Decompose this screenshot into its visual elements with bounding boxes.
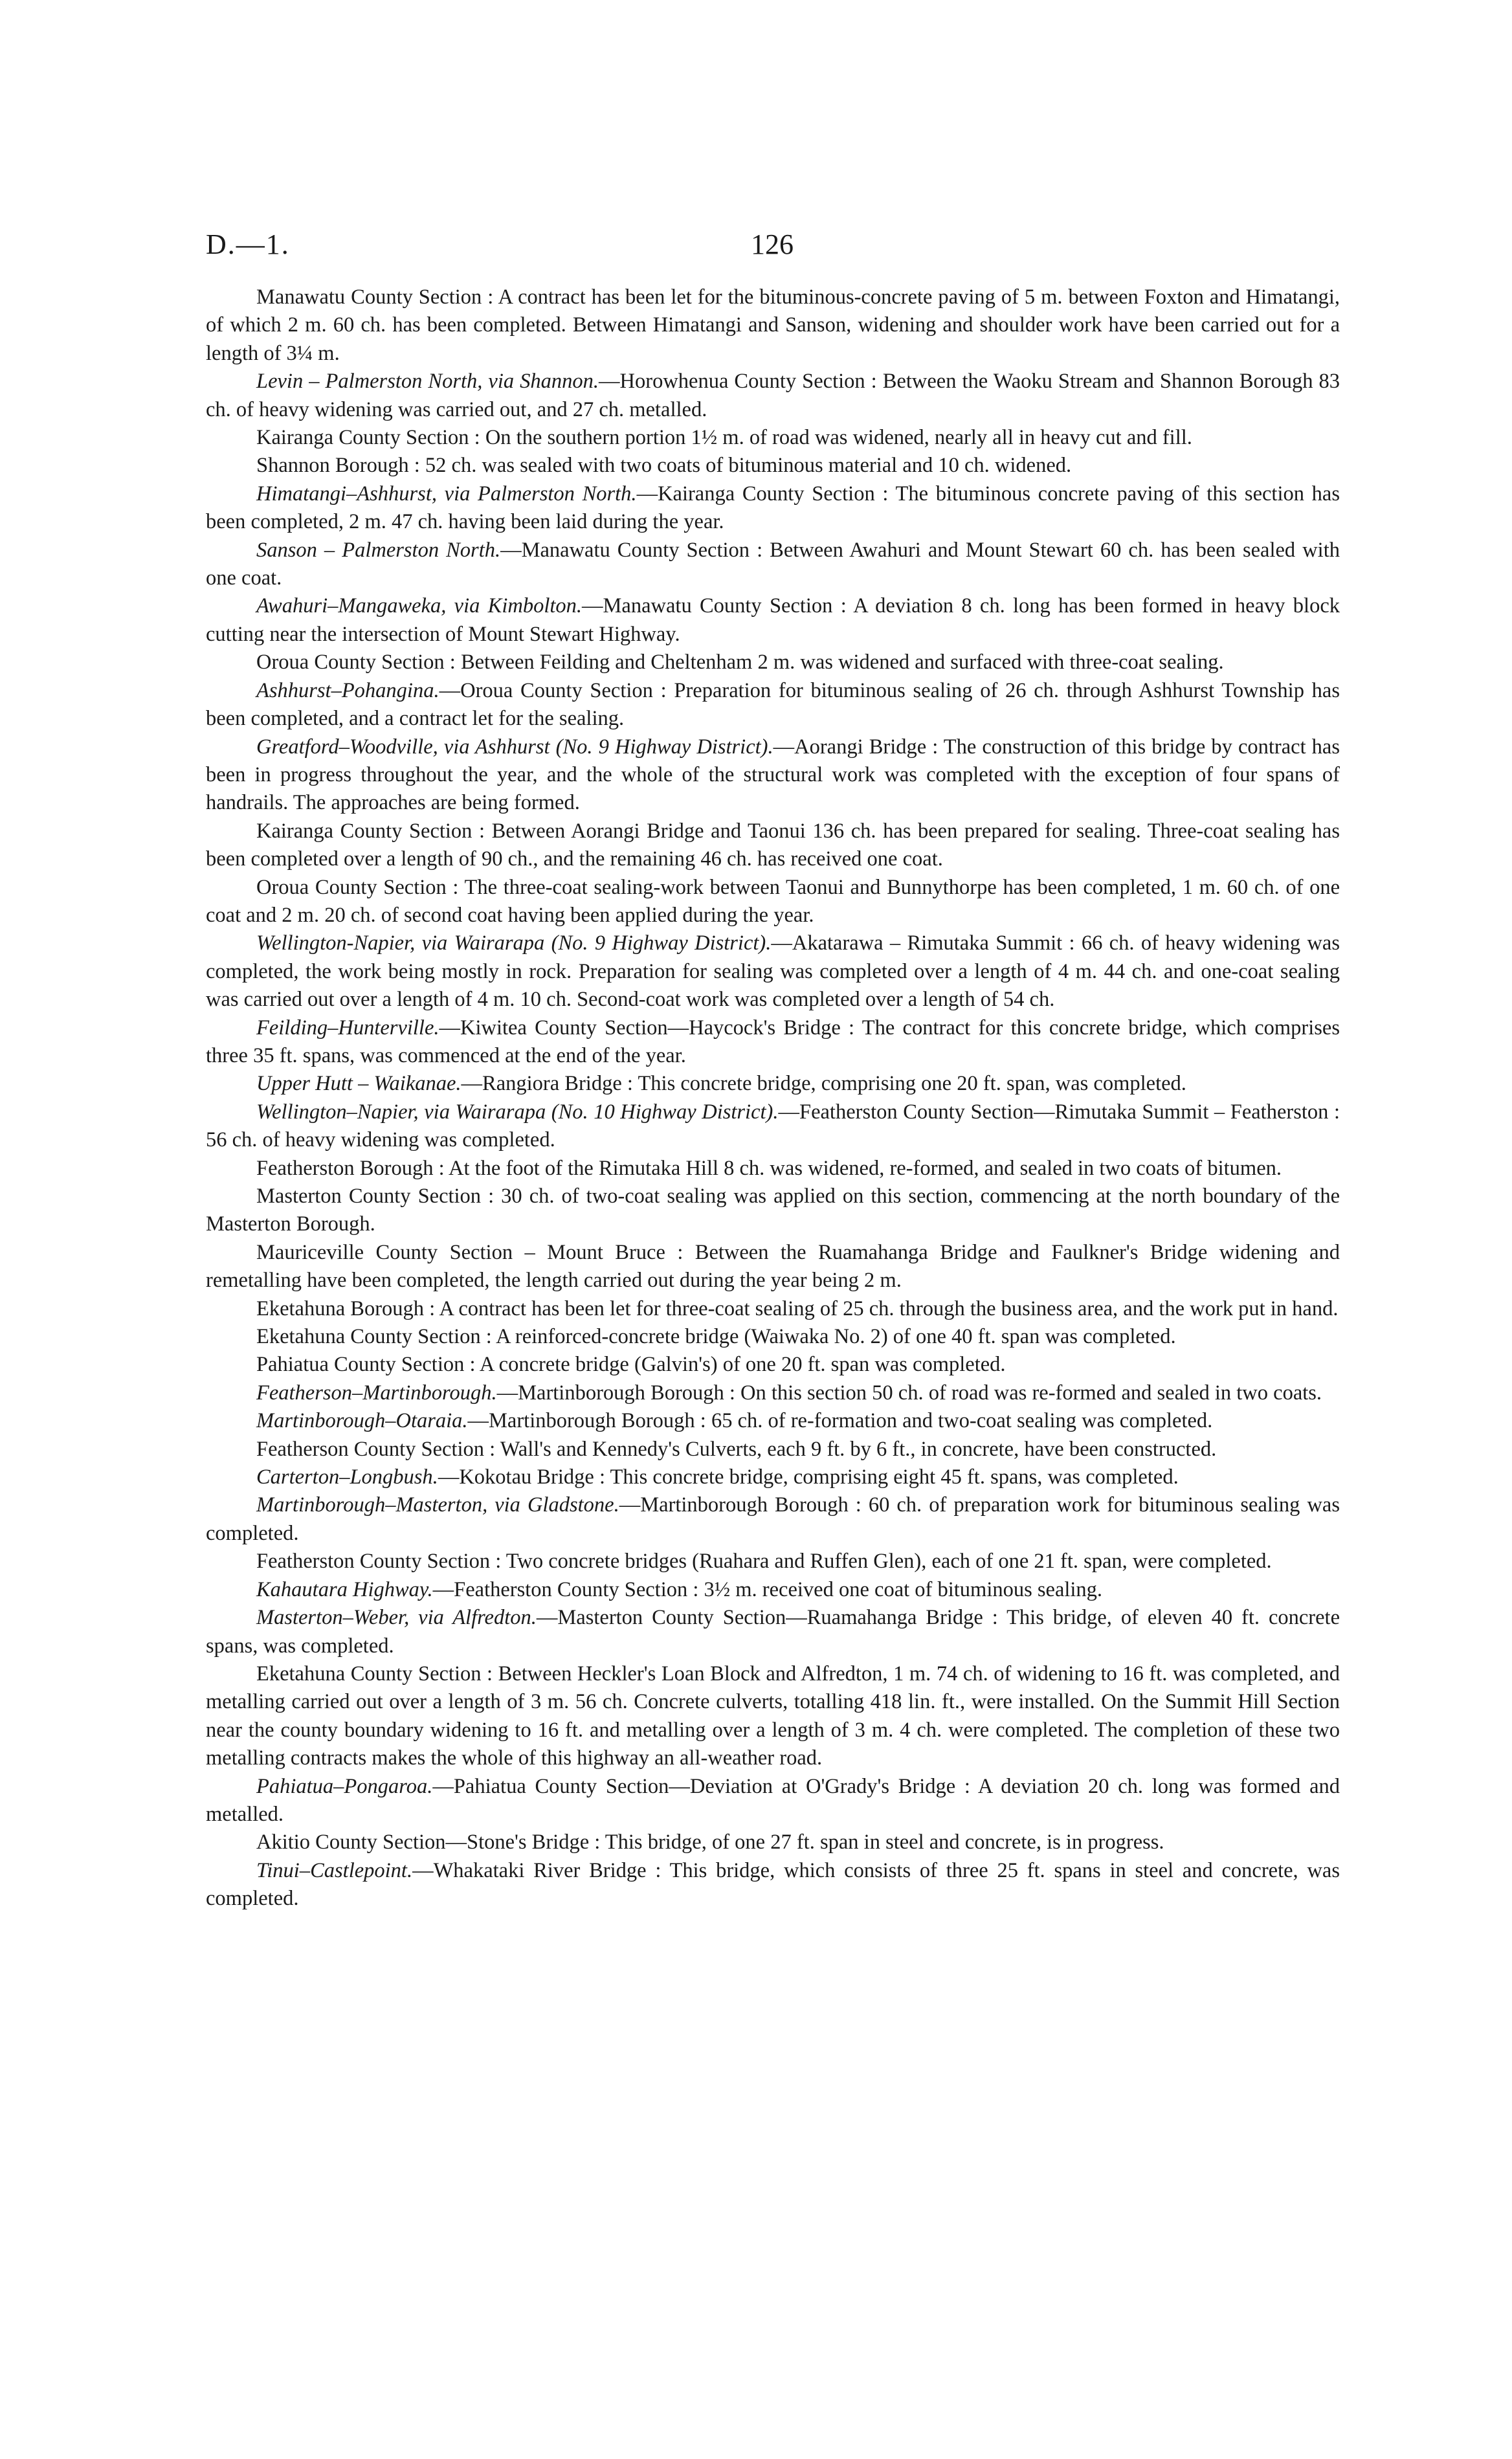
paragraph-text: —Featherston County Section : 3½ m. received one coat of bituminous sealing. [432,1577,1103,1601]
road-title: Awahuri–Mangaweka, via Kimbolton. [256,594,583,618]
road-title: Featherson–Martinborough. [256,1381,497,1405]
paragraph [206,1660,1340,1773]
road-title: Wellington-Napier, via Wairarapa (No. 9 Highway District). [256,931,772,955]
paragraph-text: Kairanga County Section : On the southern portion 1½ m. of road was widened, nearly all in heavy cut and fill. [256,426,1192,450]
road-title: Greatford–Woodville, via Ashhurst (No. 9 Highway District). [256,735,773,759]
road-title: Upper Hutt – Waikanae. [256,1072,461,1096]
paragraph-text: —Manawatu County Section : A deviation 8 ch. long has been formed in heavy block cutting near the intersection of Mount Stewart Highway. [206,594,1340,646]
paragraph-text: —Pahiatua County Section—Deviation at O'Grady's Bridge : A deviation 20 ch. long was formed and metalled. [206,1774,1340,1826]
road-title: Levin – Palmerston North, via Shannon. [256,370,599,394]
paragraph [206,1155,1340,1183]
paragraph-text: Akitio County Section—Stone's Bridge : This bridge, of one 27 ft. span in steel and concrete, is in progress. [256,1830,1164,1854]
paragraph-text: —Featherston County Section—Rimutaka Summit – Featherston : 56 ch. of heavy widening was completed. [206,1100,1340,1152]
paragraph-text: Eketahuna Borough : A contract has been let for three-coat sealing of 25 ch. through the business area, and the work put in hand. [256,1296,1339,1320]
paragraph [206,1295,1340,1323]
paragraph [206,818,1340,874]
road-title: Feilding–Hunterville. [256,1016,439,1040]
paragraph [206,1857,1340,1913]
paragraph-text: —Kairanga County Section : The bituminous concrete paving of this section has been completed, 2 m. 47 ch. having been laid during the year. [206,482,1340,534]
road-title: Sanson – Palmerston North. [256,538,501,562]
paragraph-text: —Masterton County Section—Ruamahanga Bridge : This bridge, of eleven 40 ft. concrete spans, was completed. [206,1606,1340,1658]
paragraph-text: Kairanga County Section : Between Aorangi Bridge and Taonui 136 ch. has been prepared for sealing. Three-coat sealing has been completed over a length of 90 ch., and the remaining 46 ch. has received one coat. [206,819,1340,871]
paragraph-text: Manawatu County Section : A contract has been let for the bituminous-concrete paving of 5 m. between Foxton and Himatangi, of which 2 m. 60 ch. has been completed. Between Himatangi and Sanson, widening and shoulder work have been carried out for a length of 3¼ m. [206,285,1340,365]
paragraph [206,1576,1340,1604]
paragraph-text: Pahiatua County Section : A concrete bridge (Galvin's) of one 20 ft. span was completed. [256,1353,1006,1377]
paragraph-text: Featherson County Section : Wall's and Kennedy's Culverts, each 9 ft. by 6 ft., in concrete, have been constructed. [256,1437,1217,1461]
paragraph-text: —Oroua County Section : Preparation for bituminous sealing of 26 ch. through Ashhurst Township has been completed, and a contract let for the sealing. [206,678,1340,731]
paragraph-text: Featherston County Section : Two concrete bridges (Ruahara and Ruffen Glen), each of one 21 ft. span, were completed. [256,1550,1272,1574]
paragraph [206,480,1340,537]
paragraph-text: Featherston Borough : At the foot of the Rimutaka Hill 8 ch. was widened, re-formed, and sealed in two coats of bitumen. [256,1156,1282,1180]
paragraph [206,1379,1340,1407]
road-title: Carterton–Longbush. [256,1465,438,1489]
paragraph [206,929,1340,1014]
paragraph-text: —Kiwitea County Section—Haycock's Bridge : The contract for this concrete bridge, which comprises three 35 ft. spans, was commenced at the end of the year. [206,1016,1340,1067]
paragraph [206,1829,1340,1856]
road-title: Tinui–Castlepoint. [256,1858,413,1882]
paragraph-text: —Martinborough Borough : 65 ch. of re-formation and two-coat sealing was completed. [467,1409,1213,1433]
paragraph [206,1548,1340,1575]
road-title: Martinborough–Otaraia. [256,1409,468,1433]
paragraph-text: Oroua County Section : Between Feilding and Cheltenham 2 m. was widened and surfaced with three-coat sealing. [256,651,1224,674]
paragraph [206,284,1340,368]
paragraph-text: Oroua County Section : The three-coat sealing-work between Taonui and Bunnythorpe has been completed, 1 m. 60 ch. of one coat and 2 m. 20 ch. of second coat having been applied during the year. [206,875,1340,927]
paragraph [206,1098,1340,1155]
road-title: Himatangi–Ashhurst, via Palmerston North. [256,482,637,506]
paragraph-text: —Manawatu County Section : Between Awahuri and Mount Stewart 60 ch. has been sealed with one coat. [206,538,1340,590]
paragraph-text: —Whakataki River Bridge : This bridge, which consists of three 25 ft. spans in steel and concrete, was completed. [206,1858,1340,1911]
paragraph [206,1070,1340,1098]
paragraph-text: —Martinborough Borough : 60 ch. of preparation work for bituminous sealing was completed. [206,1493,1340,1545]
paragraph [206,677,1340,733]
document-code: D.—1. [206,228,290,260]
paragraph [206,1323,1340,1351]
paragraph [206,592,1340,649]
paragraph-text: —Aorangi Bridge : The construction of this bridge by contract has been in progress throughout the year, and the whole of the structural work was completed with the exception of four spans of handrails. The approaches are being formed. [206,735,1340,815]
paragraph-text: Masterton County Section : 30 ch. of two-coat sealing was applied on this section, commencing at the north boundary of the Masterton Borough. [206,1185,1340,1236]
paragraph-text: Eketahuna County Section : Between Heckler's Loan Block and Alfredton, 1 m. 74 ch. of widening to 16 ft. was completed, and metalling carried out over a length of 3 m. 56 ch. Concrete culverts, totalling 418 lin. ft., were installed. On the Summit Hill Section near the county boundary widening to 16 ft. and metalling over a length of 3 m. 4 ch. were completed. The completion of these two metalling contracts makes the whole of this highway an all-weather road. [206,1662,1340,1770]
paragraph [206,424,1340,452]
paragraph-text: Mauriceville County Section – Mount Bruce : Between the Ruamahanga Bridge and Faulkner's Bridge widening and remetalling have been completed, the length carried out during the year being 2 m. [206,1240,1340,1293]
paragraph-text: —Horowhenua County Section : Between the Waoku Stream and Shannon Borough 83 ch. of heavy widening was carried out, and 27 ch. metalled. [206,370,1340,421]
document-body [206,284,1340,1913]
road-title: Martinborough–Masterton, via Gladstone. [256,1493,619,1517]
paragraph [206,1436,1340,1463]
paragraph [206,1239,1340,1295]
paragraph [206,537,1340,593]
road-title: Pahiatua–Pongaroa. [256,1774,433,1798]
paragraph [206,874,1340,930]
paragraph [206,1351,1340,1379]
paragraph-text: Shannon Borough : 52 ch. was sealed with two coats of bituminous material and 10 ch. widened. [256,454,1072,478]
road-title: Masterton–Weber, via Alfredton. [256,1606,537,1630]
paragraph-text: —Martinborough Borough : On this section 50 ch. of road was re-formed and sealed in two coats. [496,1381,1322,1405]
paragraph [206,368,1340,424]
paragraph [206,1604,1340,1660]
paragraph [206,733,1340,818]
paragraph [206,1014,1340,1071]
paragraph [206,1407,1340,1435]
road-title: Wellington–Napier, via Wairarapa (No. 10 Highway District). [256,1100,779,1124]
paragraph-text: —Akatarawa – Rimutaka Summit : 66 ch. of heavy widening was completed, the work being mostly in rock. Preparation for sealing was completed over a length of 4 m. 44 ch. and one-coat sealing was carried out over a length of 4 m. 10 ch. Second-coat work was completed over a length of 54 ch. [206,931,1340,1012]
page-header [206,228,1339,267]
road-title: Ashhurst–Pohangina. [256,678,439,702]
road-title: Kahautara Highway. [256,1577,433,1601]
paragraph [206,1773,1340,1829]
paragraph [206,452,1340,480]
paragraph-text: —Kokotau Bridge : This concrete bridge, comprising eight 45 ft. spans, was completed. [438,1465,1179,1489]
paragraph [206,1183,1340,1239]
page-number: 126 [751,228,794,260]
paragraph-text: —Rangiora Bridge : This concrete bridge, comprising one 20 ft. span, was completed. [461,1072,1186,1096]
paragraph [206,1463,1340,1491]
paragraph [206,649,1340,676]
paragraph [206,1491,1340,1548]
paragraph-text: Eketahuna County Section : A reinforced-concrete bridge (Waiwaka No. 2) of one 40 ft. span was completed. [256,1325,1176,1349]
